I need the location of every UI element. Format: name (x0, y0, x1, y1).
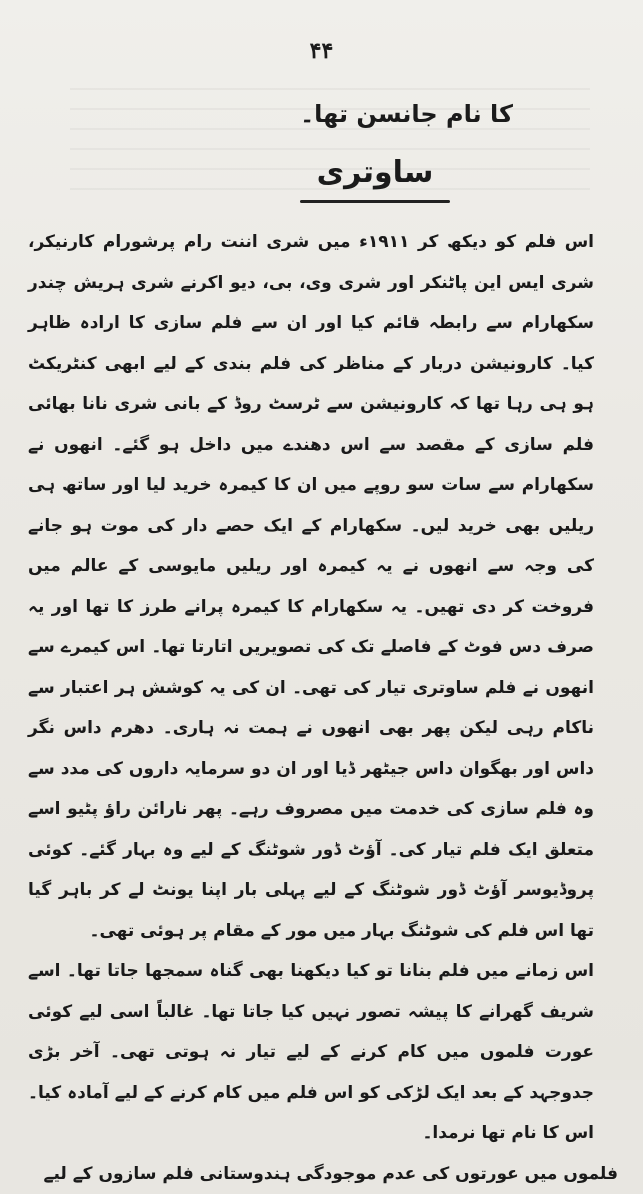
page-number: ۴۴ (0, 38, 643, 64)
continued-line: کا نام جانسن تھا۔ (300, 100, 513, 128)
section-heading: ساوتری (300, 155, 450, 190)
heading-underline (300, 200, 450, 203)
paragraph-1: اس فلم کو دیکھ کر ۱۹۱۱ء میں شری اننت رام پرشورام کارنیکر، شری ایس این پاٹنکر اور شری وی، بی، دیو اکرنے شری ہریش چندر سکھارام سے رابطہ قائم کیا اور ان سے فلم سازی کا ارادہ ظاہر کیا۔ کارونیشن دربار کے مناظر کی فلم بندی کے لیے ابھی کنٹریکٹ ہو ہی رہا تھا کہ کارونیشن سے ٹرسٹ روڈ کے بانی شری نانا بھائی فلم سازی کے مقصد سے اس دھندے میں داخل ہو گئے۔ انھوں نے سکھارام سے سات سو روپے میں ان کا کیمرہ خرید لیا اور ساتھ ہی ریلیں بھی خرید لیں۔ سکھارام کے ایک حصے دار کی موت ہو جانے کی وجہ سے انھوں نے یہ کیمرہ اور ریلیں مایوسی کے عالم میں فروخت کر دی تھیں۔ یہ سکھارام کا کیمرہ پرانے طرز کا تھا اور یہ صرف دس فوٹ کے فاصلے تک کی تصویریں اتارتا تھا۔ اس کیمرے سے انھوں نے فلم ساوتری تیار کی تھی۔ ان کی یہ کوشش ہر اعتبار سے ناکام رہی لیکن پھر بھی انھوں نے ہمت نہ ہاری۔ دھرم داس نگر داس اور بھگوان داس جیٹھر ڈیا اور ان دو سرمایہ داروں کی مدد سے وہ فلم سازی کی خدمت میں مصروف رہے۔ پھر نارائن راؤ پٹیو اسے متعلق ایک فلم تیار کی۔ آؤٹ ڈور شوٹنگ کے لیے وہ بہار گئے۔ کوئی پروڈیوسر آؤٹ ڈور شوٹنگ کے لیے پہلی بار اپنا یونٹ لے کر باہر گیا تھا اس فلم کی شوٹنگ بہار میں مور کے مقام پر ہوئی تھی۔ (28, 222, 618, 951)
body-text (28, 222, 618, 1194)
paragraph-2: اس زمانے میں فلم بنانا تو کیا دیکھنا بھی گناہ سمجھا جاتا تھا۔ اسے شریف گھرانے کا پیشہ تصور نہیں کیا جاتا تھا۔ غالباً اسی لیے کوئی عورت فلموں میں کام کرنے کے لیے تیار نہ ہوتی تھی۔ آخر بڑی جدوجہد کے بعد ایک لڑکی کو اس فلم میں کام کرنے کے لیے آمادہ کیا۔ اس کا نام تھا نرمدا۔ (28, 951, 618, 1154)
paragraph-3: فلموں میں عورتوں کی عدم موجودگی ہندوستانی فلم سازوں کے لیے (28, 1154, 618, 1194)
